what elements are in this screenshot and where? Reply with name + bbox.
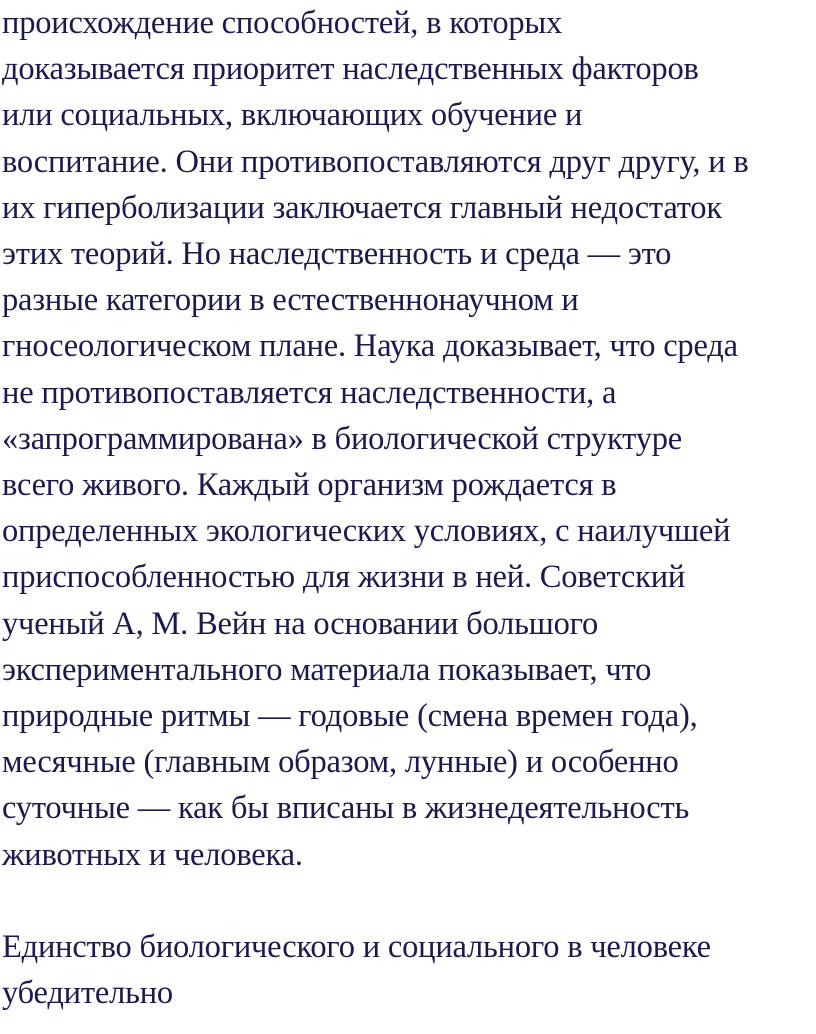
paragraph-2 (2, 924, 816, 1016)
text-line: всего живого. Каждый организм рождается в (2, 467, 617, 504)
text-line: экспериментального материала показывает, что (2, 651, 652, 688)
text-line: убедительно (2, 975, 173, 1012)
text-line: «запрограммирована» в биологической структуре (2, 420, 683, 457)
text-line: суточные — как бы вписаны в жизнедеятельность (2, 790, 690, 827)
text-line: животных и человека. (2, 836, 303, 873)
text-line: воспитание. Они противопоставляются друг другу, и в (2, 143, 749, 180)
text-line: гносеологическом плане. Наука доказывает, что среда (2, 328, 738, 365)
text-line: происхождение способностей, в которых (2, 5, 563, 41)
text-line: месячные (главным образом, лунные) и особенно (2, 744, 679, 781)
paragraph-1 (2, 0, 816, 878)
text-line: природные ритмы — годовые (смена времен года), (2, 698, 698, 735)
text-line: приспособленностью для жизни в ней. Советский (2, 559, 686, 596)
text-line: не противопоставляется наследственности, а (2, 374, 617, 411)
text-line: или социальных, включающих обучение и (2, 97, 583, 134)
text-line: их гиперболизации заключается главный недостаток (2, 189, 722, 226)
text-line: ученый А, М. Вейн на основании большого (2, 605, 599, 642)
text-line: доказывается приоритет наследственных факторов (2, 51, 699, 88)
text-line: этих теорий. Но наследственность и среда — это (2, 236, 672, 273)
text-line: определенных экологических условиях, с наилучшей (2, 513, 731, 550)
text-line: разные категории в естественнонаучном и (2, 282, 579, 319)
text-line: Единство биологического и социального в человеке (2, 929, 711, 966)
